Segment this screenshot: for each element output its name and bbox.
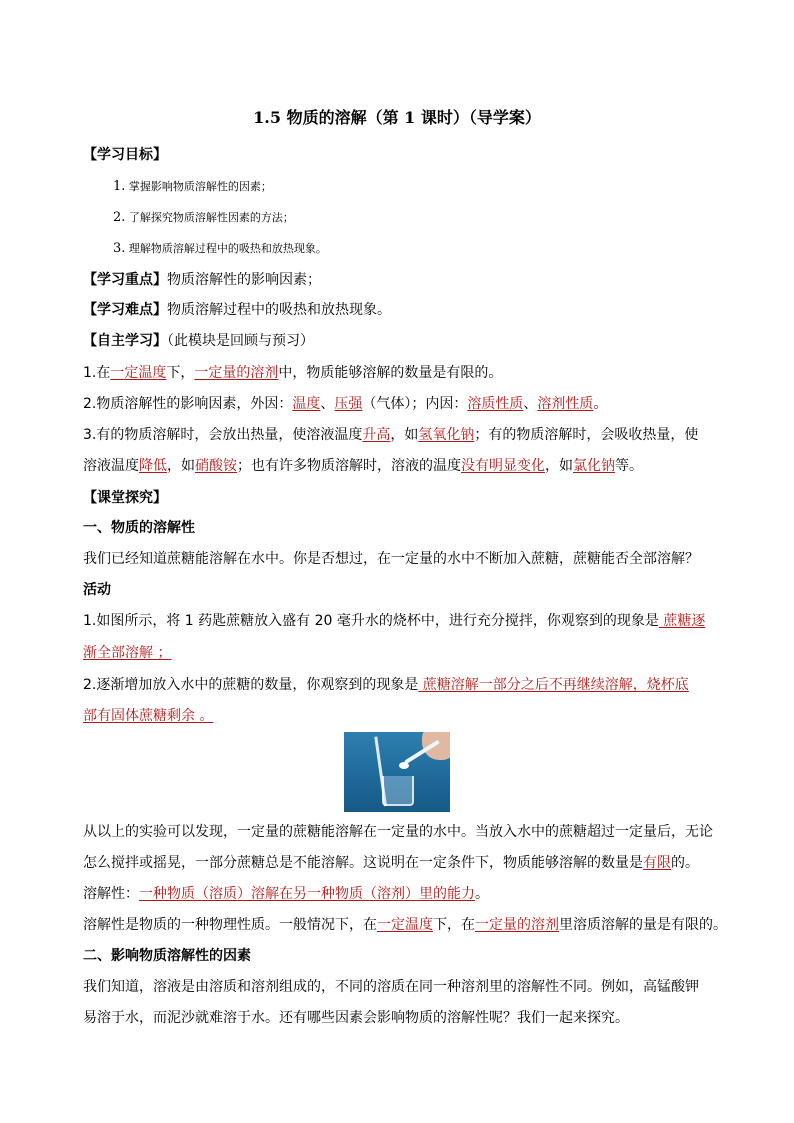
conclusion-line-2: 怎么搅拌或摇晃，一部分蔗糖总是不能溶解。这说明在一定条件下，物质能够溶解的数量是有限的。 [83,855,699,871]
activity-2: 2.逐渐增加放入水中的蔗糖的数量，你观察到的现象是 蔗糖溶解一部分之后不再继续溶解，烧杯底 [83,677,689,693]
section-1-intro: 我们已经知道蔗糖能溶解在水中。你是否想过，在一定量的水中不断加入蔗糖，蔗糖能否全部溶解？ [83,551,699,567]
self-study-heading: 【自主学习】（此模块是回顾与预习） [83,333,314,349]
solubility-property: 溶解性是物质的一种物理性质。一般情况下，在一定温度下，在一定量的溶剂里溶质溶解的量是有限的。 [83,917,727,933]
answer: 硝酸铵 [195,458,237,474]
answer: 蔗糖逐 [658,613,706,629]
page-title: 1.5 物质的溶解（第 1 课时）（导学案） [253,108,541,127]
answer: 没有明显变化 [461,458,545,474]
sugar-scoop-image [399,762,409,769]
solubility-definition: 溶解性：一种物质（溶质）溶解在另一种物质（溶剂）里的能力。 [83,886,489,902]
self-study-p3: 3.有的物质溶解时，会放出热量，使溶液温度升高，如氢氧化钠；有的物质溶解时，会吸收热量，使 [83,427,699,443]
answer: 溶剂性质 [537,396,594,412]
section-1-title: 一、物质的溶解性 [83,520,195,536]
answer: 一定量的溶剂 [194,365,279,381]
class-explore-heading: 【课堂探究】 [83,490,167,506]
answer: 有限 [643,855,671,871]
objective-item: 1. 掌握影响物质溶解性的因素； [113,179,272,194]
answer: 降低 [139,458,167,474]
answer: 氢氧化钠 [418,427,475,443]
objectives-heading: 【学习目标】 [83,147,167,163]
self-study-p2: 2.物质溶解性的影响因素，外因：温度、压强（气体）；内因：溶质性质、溶剂性质。 [83,396,608,412]
experiment-photo [344,732,450,812]
objective-item: 3. 理解物质溶解过程中的吸热和放热现象。 [113,241,327,256]
answer: 压强 [334,396,363,412]
difficulty: 【学习难点】物质溶解过程中的吸热和放热现象。 [83,302,391,318]
section-2-para-2: 易溶于水，而泥沙就难溶于水。还有哪些因素会影响物质的溶解性呢？我们一起来探究。 [83,1010,629,1026]
answer: 渐全部溶解 [83,645,158,661]
section-2-para-1: 我们知道，溶液是由溶质和溶剂组成的，不同的溶质在同一种溶剂里的溶解性不同。例如，高锰酸钾 [83,979,699,995]
self-study-p1: 1.在一定温度下，一定量的溶剂中，物质能够溶解的数量是有限的。 [83,365,503,381]
answer: 一定温度 [377,917,433,933]
answer: 升高 [362,427,391,443]
key-point: 【学习重点】物质溶解性的影响因素； [83,272,321,288]
answer: 一定量的溶剂 [475,917,559,933]
activity-1: 1.如图所示，将 1 药匙蔗糖放入盛有 20 毫升水的烧杯中，进行充分搅拌，你观察到的现象是 蔗糖逐 [83,613,706,629]
section-2-title: 二、影响物质溶解性的因素 [83,948,251,964]
answer: 蔗糖溶解一部分之后不再继续溶解，烧杯底 [418,677,689,693]
self-study-p4: 溶液温度降低，如硝酸铵；也有许多物质溶解时，溶液的温度没有明显变化，如氯化钠等。 [83,458,643,474]
beaker-image [382,776,414,806]
answer: 氯化钠 [573,458,615,474]
answer: 一定温度 [110,365,167,381]
conclusion-line-1: 从以上的实验可以发现，一定量的蔗糖能溶解在一定量的水中。当放入水中的蔗糖超过一定量后，无论 [83,824,713,840]
answer: 一种物质（溶质）溶解在另一种物质（溶剂）里的能力 [139,886,475,902]
answer: 温度 [292,396,321,412]
activity-1-cont: 渐全部溶解 ； [83,645,172,661]
activity-2-cont: 部有固体蔗糖剩余 。 [83,708,214,724]
activity-label: 活动 [83,582,111,598]
answer: 部有固体蔗糖剩余 [83,708,200,724]
answer: 溶质性质 [467,396,524,412]
objective-item: 2. 了解探究物质溶解性因素的方法； [113,210,294,225]
